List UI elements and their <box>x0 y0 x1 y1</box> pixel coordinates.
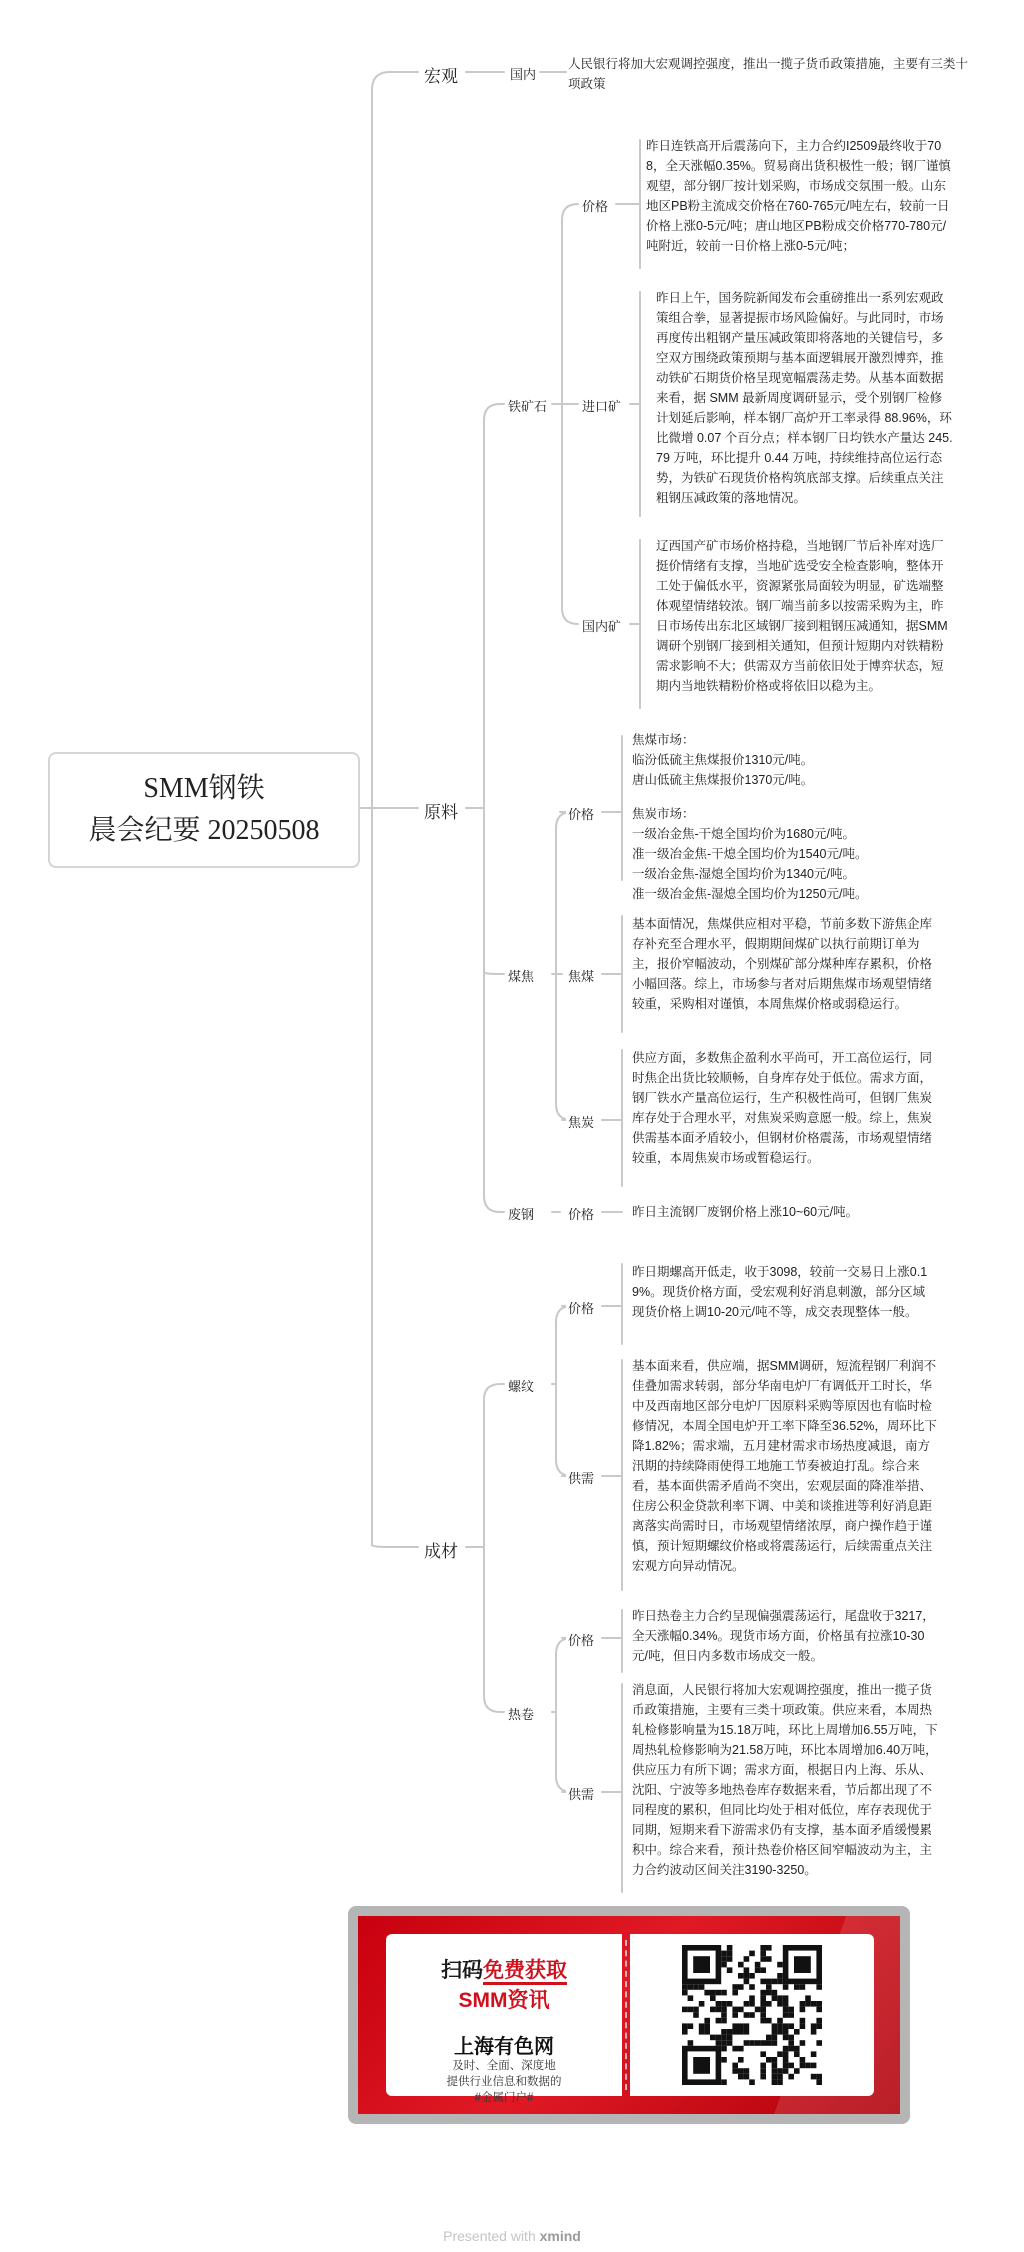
qr-module <box>699 2023 705 2029</box>
topic-hrc-supply[interactable]: 供需 <box>566 1783 596 1804</box>
qr-module <box>760 1995 766 2001</box>
qr-module <box>760 2040 766 2046</box>
qr-module <box>783 1984 789 1990</box>
qr-module <box>788 2035 794 2041</box>
qr-module <box>732 2007 738 2013</box>
topic-hrc-price[interactable]: 价格 <box>566 1629 596 1650</box>
qr-module <box>766 2018 772 2024</box>
qr-module <box>682 2029 688 2035</box>
leaf-rebar-supply[interactable]: 基本面来看，供应端，据SMM调研，短流程钢厂利润不佳叠加需求转弱，部分华南电炉厂有调低开工时长，华中及西南地区部分电炉厂因原料采购等原因也有临时检修情况，本周全国电炉开工率下降至36.52%，周环比下降1.82%；需求端，五月建材需求市场热度减退，南方汛期的持续降雨使得工地施工节奏被迫打乱。综合来看，基本面供需矛盾尚不突出，宏观层面的降准举措、住房公积金贷款利率下调、中美和谈推进等利好消息距离落实尚需时日，市场观望情绪浓厚，商户操作趋于谨慎，预计短期螺纹价格或将震荡运行，后续需重点关注宏观方向异动情况。 <box>632 1356 938 1576</box>
qr-module <box>766 1945 772 1951</box>
qr-module <box>749 1951 755 1957</box>
qr-module <box>816 2040 822 2046</box>
qr-module <box>688 2023 694 2029</box>
qr-module <box>766 1979 772 1985</box>
qr-module <box>704 1990 710 1996</box>
price-line: 唐山低硫主焦煤报价1370元/吨。 <box>632 773 814 787</box>
qr-module <box>760 2063 766 2069</box>
qr-module <box>800 2063 806 2069</box>
qr-module <box>716 2040 722 2046</box>
qr-module <box>716 1990 722 1996</box>
qr-module <box>744 1979 750 1985</box>
qr-module <box>693 1984 699 1990</box>
qr-module <box>783 2046 789 2052</box>
qr-module <box>760 1979 766 1985</box>
qr-module <box>721 2007 727 2013</box>
qr-module <box>816 2007 822 2013</box>
qr-module <box>727 2035 733 2041</box>
qr-module <box>777 2023 783 2029</box>
qr-module <box>777 2029 783 2035</box>
qr-module <box>727 2040 733 2046</box>
qr-module <box>682 2023 688 2029</box>
qr-module <box>783 2023 789 2029</box>
qr-module <box>800 2057 806 2063</box>
qr-module <box>772 2040 778 2046</box>
qr-module <box>682 2007 688 2013</box>
qr-module <box>811 2063 817 2069</box>
qr-module <box>721 1951 727 1957</box>
qr-module <box>772 1990 778 1996</box>
qr-module <box>766 2040 772 2046</box>
qr-module <box>732 2029 738 2035</box>
qr-module <box>704 2018 710 2024</box>
qr-module <box>816 2074 822 2080</box>
qr-module <box>800 2018 806 2024</box>
qr-module <box>794 2029 800 2035</box>
qr-module <box>816 2018 822 2024</box>
qr-module <box>783 2051 789 2057</box>
qr-module <box>744 1973 750 1979</box>
price-line: 临汾低硫主焦煤报价1310元/吨。 <box>632 753 814 767</box>
qr-module <box>738 1984 744 1990</box>
qr-module <box>755 1967 761 1973</box>
qr-module <box>744 2040 750 2046</box>
qr-module <box>766 1990 772 1996</box>
qr-module <box>783 1995 789 2001</box>
qr-module <box>816 1984 822 1990</box>
topic-coking-coal[interactable]: 焦煤 <box>566 965 596 986</box>
qr-module <box>744 2023 750 2029</box>
qr-module <box>788 2012 794 2018</box>
qr-module <box>738 1962 744 1968</box>
qr-brand-name: 上海有色网 <box>454 2036 554 2058</box>
qr-module <box>732 2063 738 2069</box>
qr-promo-text-panel <box>386 1934 622 2104</box>
qr-module <box>783 2029 789 2035</box>
qr-module <box>749 2012 755 2018</box>
qr-module <box>688 2007 694 2013</box>
leaf-hrc-supply[interactable]: 消息面，人民银行将加大宏观调控强度，推出一揽子货币政策措施，主要有三类十项政策。供应来看，本周热轧检修影响量为15.18万吨，环比上周增加6.55万吨，下周热轧检修影响为21.58万吨，环比本周增加6.40万吨，供应压力有所下调；需求方面，根据日内上海、乐从、沈阳、宁波等多地热卷库存数据来看，节后都出现了不同程度的累积，但同比均处于相对低位，库存表现优于同期，短期来看下游需求仍有支撑，基本面矛盾缓慢累积中。综合来看，预计热卷价格区间窄幅波动为主，主力合约波动区间关注3190-3250。 <box>632 1680 938 1880</box>
qr-module <box>732 2012 738 2018</box>
qr-module <box>727 2029 733 2035</box>
qr-module <box>710 2007 716 2013</box>
qr-module <box>766 2001 772 2007</box>
qr-code-panel <box>630 1934 874 2096</box>
qr-module <box>794 2046 800 2052</box>
qr-module <box>693 2007 699 2013</box>
qr-module <box>732 2023 738 2029</box>
qr-module <box>744 2001 750 2007</box>
leaf-iron-ore-price[interactable]: 昨日连铁高开后震荡向下，主力合约I2509最终收于708，全天涨幅0.35%。贸易商出货积极性一般；钢厂谨慎观望，部分钢厂按计划采购，市场成交氛围一般。山东地区PB粉主流成交价格在760-765元/吨左右，较前一日价格上涨0-5元/吨；唐山地区PB粉成交价格770-780元/吨附近，较前一日价格上涨0-5元/吨； <box>646 136 956 256</box>
leaf-coking-coal[interactable]: 基本面情况，焦煤供应相对平稳，节前多数下游焦企库存补充至合理水平，假期期间煤矿以执行前期订单为主，报价窄幅波动，个别煤矿部分煤种库存累积，价格小幅回落。综上，市场参与者对后期焦煤市场观望情绪较重，采购相对谨慎，本周焦煤价格或弱稳运行。 <box>632 914 940 1014</box>
qr-module <box>811 2001 817 2007</box>
qr-module <box>716 2007 722 2013</box>
qr-module <box>721 1956 727 1962</box>
qr-module <box>772 2063 778 2069</box>
qr-module <box>716 2001 722 2007</box>
qr-module <box>760 2068 766 2074</box>
qr-module <box>783 2001 789 2007</box>
qr-module <box>760 2001 766 2007</box>
qr-module <box>699 1984 705 1990</box>
qr-module <box>693 2012 699 2018</box>
root-title: SMM钢铁 <box>143 773 265 804</box>
qr-module <box>749 1995 755 2001</box>
qr-module <box>727 1951 733 1957</box>
qr-module <box>783 2057 789 2063</box>
qr-module <box>772 2074 778 2080</box>
qr-module <box>772 1979 778 1985</box>
qr-module <box>732 2046 738 2052</box>
topic-finished[interactable]: 成材 <box>422 1535 460 1564</box>
qr-module <box>721 2057 727 2063</box>
qr-module <box>794 2068 800 2074</box>
qr-module <box>749 2001 755 2007</box>
topic-macro-domestic[interactable]: 国内 <box>508 63 538 84</box>
topic-iron-ore-price[interactable]: 价格 <box>580 195 610 216</box>
qr-module <box>760 2018 766 2024</box>
qr-module <box>794 2051 800 2057</box>
topic-rebar-supply[interactable]: 供需 <box>566 1467 596 1488</box>
topic-scrap[interactable]: 废钢 <box>506 1203 536 1224</box>
qr-module <box>710 1990 716 1996</box>
qr-module <box>772 2057 778 2063</box>
qr-module <box>766 1984 772 1990</box>
qr-description: 及时、全面、深度地 提供行业信息和数据的 #金属门户# <box>446 2060 562 2104</box>
qr-module <box>721 2018 727 2024</box>
price-line: 准一级冶金焦-湿熄全国均价为1250元/吨。 <box>632 887 868 901</box>
qr-module <box>777 2074 783 2080</box>
qr-module <box>783 2012 789 2018</box>
qr-module <box>721 2079 727 2085</box>
leaf-macro-domestic[interactable]: 人民银行将加大宏观调控强度，推出一揽子货币政策措施，主要有三类十项政策 <box>568 54 974 94</box>
qr-module <box>800 2007 806 2013</box>
qr-module <box>760 2012 766 2018</box>
price-line: 焦煤市场： <box>632 733 695 747</box>
qr-module <box>738 2007 744 2013</box>
qr-module <box>755 2007 761 2013</box>
qr-module <box>738 2057 744 2063</box>
qr-module <box>800 1984 806 1990</box>
price-line: 焦炭市场： <box>632 807 695 821</box>
qr-module <box>783 2007 789 2013</box>
leaf-iron-ore-domestic[interactable]: 辽西国产矿市场价格持稳，当地钢厂节后补库对选厂挺价情绪有支撑，当地矿选受安全检查影响，整体开工处于偏低水平，资源紧张局面较为明显，矿选端整体观望情绪较浓。钢厂端当前多以按需采购为主，昨日市场传出东北区域钢厂接到粗钢压减通知，据SMM调研个别钢厂接到相关通知，但预计短期内对铁精粉需求影响不大；供需双方当前依旧处于博弈状态，短期内当地铁精粉价格或将依旧以稳为主。 <box>656 536 954 696</box>
footer-credit: Presented with xmind <box>443 2228 581 2244</box>
price-line: 准一级冶金焦-干熄全国均价为1540元/吨。 <box>632 847 868 861</box>
qr-module <box>704 2029 710 2035</box>
topic-coke[interactable]: 焦炭 <box>566 1111 596 1132</box>
root-subtitle: 晨会纪要 20250508 <box>88 815 320 846</box>
leaf-hrc-price[interactable]: 昨日热卷主力合约呈现偏强震荡运行，尾盘收于3217，全天涨幅0.34%。现货市场方面，价格虽有拉涨10-30元/吨，但日内多数市场成交一般。 <box>632 1606 938 1666</box>
qr-module <box>805 2001 811 2007</box>
qr-module <box>721 2040 727 2046</box>
qr-module <box>727 1956 733 1962</box>
qr-module <box>772 2023 778 2029</box>
qr-module <box>811 2029 817 2035</box>
qr-module <box>800 2040 806 2046</box>
qr-promo-banner <box>358 1916 900 2114</box>
qr-module <box>811 2074 817 2080</box>
qr-module <box>777 2001 783 2007</box>
qr-module <box>744 2029 750 2035</box>
qr-module <box>777 2051 783 2057</box>
qr-module <box>721 2029 727 2035</box>
qr-module <box>772 2035 778 2041</box>
qr-module <box>749 2079 755 2085</box>
qr-module <box>772 2079 778 2085</box>
qr-module <box>716 2035 722 2041</box>
qr-finder-pattern <box>693 1956 710 1973</box>
qr-module <box>805 2063 811 2069</box>
qr-module <box>760 1945 766 1951</box>
qr-module <box>772 1995 778 2001</box>
qr-module <box>744 1956 750 1962</box>
qr-subheadline: SMM资讯 <box>458 1989 550 2012</box>
qr-headline: 扫码免费获取 <box>386 1954 622 1984</box>
qr-module <box>721 1990 727 1996</box>
qr-module <box>766 1956 772 1962</box>
topic-scrap-price[interactable]: 价格 <box>566 1203 596 1224</box>
qr-finder-pattern <box>794 1956 811 1973</box>
qr-module <box>699 2001 705 2007</box>
qr-module <box>783 2063 789 2069</box>
qr-module <box>749 1973 755 1979</box>
qr-module <box>727 1945 733 1951</box>
qr-module <box>788 2074 794 2080</box>
qr-module <box>732 1984 738 1990</box>
qr-module <box>788 2023 794 2029</box>
qr-module <box>716 2018 722 2024</box>
topic-raw[interactable]: 原料 <box>422 796 460 825</box>
qr-module <box>816 2079 822 2085</box>
topic-macro[interactable]: 宏观 <box>422 60 460 89</box>
qr-module <box>710 2035 716 2041</box>
leaf-coke[interactable]: 供应方面，多数焦企盈利水平尚可，开工高位运行，同时焦企出货比较顺畅，自身库存处于低位。需求方面，钢厂铁水产量高位运行，生产积极性尚可，但钢厂焦炭库存处于合理水平，对焦炭采购意愿一般。综上，焦炭供需基本面矛盾较小，但钢材价格震荡，市场观望情绪较重，本周焦炭市场或暂稳运行。 <box>632 1048 932 1168</box>
qr-promo-card <box>348 1906 910 2124</box>
qr-module <box>811 2023 817 2029</box>
qr-module <box>738 2074 744 2080</box>
qr-module <box>777 2079 783 2085</box>
qr-finder-pattern <box>693 2057 710 2074</box>
qr-module <box>760 1956 766 1962</box>
topic-rebar[interactable]: 螺纹 <box>506 1375 536 1396</box>
qr-module <box>766 2035 772 2041</box>
qr-module <box>682 1984 688 1990</box>
qr-module <box>732 1990 738 1996</box>
qr-module <box>805 1995 811 2001</box>
qr-module <box>732 2068 738 2074</box>
qr-module <box>760 2074 766 2080</box>
leaf-rebar-price[interactable]: 昨日期螺高开低走，收于3098，较前一交易日上涨0.19%。现货价格方面，受宏观利好消息刺激，部分区域现货价格上调10-20元/吨不等，成交表现整体一般。 <box>632 1262 932 1322</box>
qr-module <box>744 2074 750 2080</box>
price-line: 一级冶金焦-干熄全国均价为1680元/吨。 <box>632 827 855 841</box>
qr-module <box>783 2035 789 2041</box>
qr-module <box>760 1990 766 1996</box>
qr-module <box>777 2018 783 2024</box>
qr-module <box>777 1962 783 1968</box>
qr-module <box>727 2001 733 2007</box>
qr-module <box>704 2023 710 2029</box>
qr-module <box>721 2035 727 2041</box>
qr-module <box>727 1967 733 1973</box>
qr-module <box>699 2029 705 2035</box>
qr-module <box>688 1984 694 1990</box>
root-topic[interactable] <box>48 752 360 868</box>
qr-module <box>744 1967 750 1973</box>
qr-module <box>816 2023 822 2029</box>
topic-iron-ore-import[interactable]: 进口矿 <box>580 395 623 416</box>
qr-module <box>760 2051 766 2057</box>
qr-module <box>721 1962 727 1968</box>
leaf-iron-ore-import[interactable]: 昨日上午，国务院新闻发布会重磅推出一系列宏观政策组合拳，显著提振市场风险偏好。与此同时，市场再度传出粗钢产量压减政策即将落地的关键信号，多空双方围绕政策预期与基本面逻辑展开激烈博弈，推动铁矿石期货价格呈现宽幅震荡走势。从基本面数据来看，据 SMM 最新周度调研显示，受个别钢厂检修计划延后影响，样本钢厂高炉开工率录得 88.96%，环比微增 0.07 个百分点；样本钢厂日均铁水产量达 245.79 万吨，环比提升 0.44 万吨，持续维持高位运行态势，为铁矿石现货价格构筑底部支撑。后续重点关注粗钢压减政策的落地情况。 <box>656 288 954 508</box>
qr-module <box>744 2012 750 2018</box>
qr-module <box>760 1951 766 1957</box>
qr-code-image[interactable] <box>670 1942 834 2088</box>
qr-module <box>688 2040 694 2046</box>
qr-module <box>738 2068 744 2074</box>
qr-module <box>760 2007 766 2013</box>
qr-module <box>755 1962 761 1968</box>
topic-coal-coke[interactable]: 煤焦 <box>506 965 536 986</box>
qr-module <box>777 2068 783 2074</box>
topic-rebar-price[interactable]: 价格 <box>566 1297 596 1318</box>
qr-module <box>688 1995 694 2001</box>
topic-hrc[interactable]: 热卷 <box>506 1703 536 1724</box>
qr-module <box>744 2068 750 2074</box>
qr-module <box>788 2046 794 2052</box>
topic-coal-coke-price[interactable]: 价格 <box>566 803 596 824</box>
qr-module <box>738 1973 744 1979</box>
price-line: 一级冶金焦-湿熄全国均价为1340元/吨。 <box>632 867 855 881</box>
qr-module <box>772 2068 778 2074</box>
qr-module <box>800 2023 806 2029</box>
qr-module <box>766 2057 772 2063</box>
qr-module <box>777 1973 783 1979</box>
qr-module <box>788 2040 794 2046</box>
qr-module <box>788 2063 794 2069</box>
topic-iron-ore[interactable]: 铁矿石 <box>506 395 549 416</box>
qr-module <box>800 2001 806 2007</box>
qr-module <box>749 2040 755 2046</box>
qr-module <box>721 2012 727 2018</box>
qr-module <box>794 1984 800 1990</box>
qr-module <box>749 1984 755 1990</box>
qr-module <box>760 1967 766 1973</box>
topic-iron-ore-domestic[interactable]: 国内矿 <box>580 615 623 636</box>
qr-module <box>682 1990 688 1996</box>
leaf-scrap-price[interactable]: 昨日主流钢厂废钢价格上涨10~60元/吨。 <box>632 1202 932 1222</box>
qr-module <box>788 2007 794 2013</box>
qr-module <box>811 2051 817 2057</box>
qr-module <box>738 2023 744 2029</box>
qr-module <box>783 2068 789 2074</box>
qr-module <box>816 2001 822 2007</box>
qr-module <box>710 1995 716 2001</box>
qr-module <box>738 2029 744 2035</box>
qr-module <box>738 2046 744 2052</box>
qr-module <box>721 2001 727 2007</box>
qr-module <box>721 2046 727 2052</box>
qr-module <box>777 1995 783 2001</box>
qr-module <box>777 1979 783 1985</box>
qr-module <box>755 2040 761 2046</box>
qr-module <box>772 2029 778 2035</box>
leaf-coal-coke-price[interactable] <box>632 730 932 904</box>
